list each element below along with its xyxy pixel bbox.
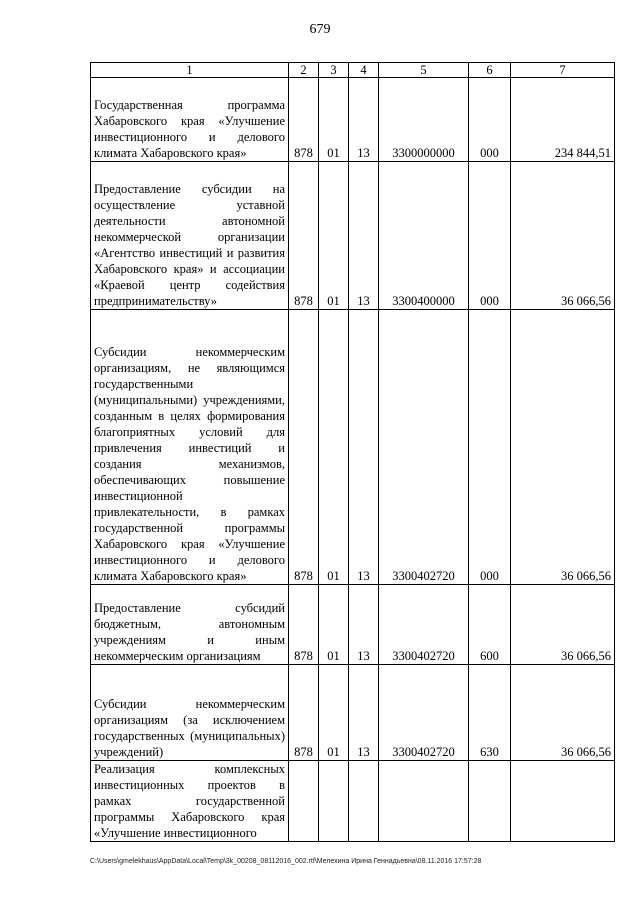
row-amount: 234 844,51 [511,78,615,162]
header-col-7: 7 [511,63,615,78]
row-amount: 36 066,56 [511,665,615,761]
row-col-5: 3300402720 [379,310,469,585]
header-col-2: 2 [289,63,319,78]
table-row [91,78,615,162]
row-col-3 [319,761,349,842]
row-col-4: 13 [349,310,379,585]
row-col-2: 878 [289,310,319,585]
row-col-5 [379,761,469,842]
row-amount: 36 066,56 [511,585,615,665]
row-col-5: 3300000000 [379,78,469,162]
row-col-4: 13 [349,78,379,162]
table-row [91,162,615,310]
page-number: 679 [309,22,331,37]
row-col-6: 000 [469,310,511,585]
row-amount [511,761,615,842]
row-col-4: 13 [349,162,379,310]
row-col-2: 878 [289,78,319,162]
row-amount: 36 066,56 [511,162,615,310]
row-description: Предоставление субсидии на осуществление уставной деятельности автономной некоммерческой организации «Агентство инвестиций и развития Хабаровского края» и ассоциации «Краевой центр содействия предпринимательству» [91,162,289,310]
header-col-6: 6 [469,63,511,78]
table-row [91,665,615,761]
header-col-1: 1 [91,63,289,78]
budget-table [90,62,615,842]
row-col-3: 01 [319,310,349,585]
table-row [91,761,615,842]
row-description: Предоставление субсидий бюджетным, автономным учреждениям и иным некоммерческим организациям [91,585,289,665]
table-header-row [91,63,615,78]
row-col-2: 878 [289,162,319,310]
header-col-3: 3 [319,63,349,78]
table-row [91,585,615,665]
row-col-5: 3300402720 [379,585,469,665]
row-col-4: 13 [349,585,379,665]
footer-file-path: C:\Users\gmelekhaus\AppData\Local\Temp\3k_00208_08112016_002.rtf\Мелехина Ирина Геннадьевна\08.11.2016 17:57:28 [90,858,482,865]
row-description: Государственная программа Хабаровского края «Улучшение инвестиционного и делового климата Хабаровского края» [91,78,289,162]
row-col-2: 878 [289,585,319,665]
row-col-6 [469,761,511,842]
row-col-4 [349,761,379,842]
row-col-5: 3300402720 [379,665,469,761]
table-row [91,310,615,585]
row-description: Субсидии некоммерческим организациям (за исключением государственных (муниципальных) учреждений) [91,665,289,761]
row-col-6: 000 [469,162,511,310]
header-col-5: 5 [379,63,469,78]
row-col-2: 878 [289,665,319,761]
row-col-5: 3300400000 [379,162,469,310]
row-col-3: 01 [319,665,349,761]
row-col-4: 13 [349,665,379,761]
row-col-3: 01 [319,162,349,310]
row-description: Реализация комплексных инвестиционных проектов в рамках государственной программы Хабаровского края «Улучшение инвестиционного [91,761,289,842]
header-col-4: 4 [349,63,379,78]
row-col-3: 01 [319,78,349,162]
row-col-6: 600 [469,585,511,665]
row-col-6: 630 [469,665,511,761]
row-col-6: 000 [469,78,511,162]
row-col-2 [289,761,319,842]
row-amount: 36 066,56 [511,310,615,585]
row-col-3: 01 [319,585,349,665]
row-description: Субсидии некоммерческим организациям, не являющимся государственными (муниципальными) учреждениями, созданным в целях формирования благоприятных условий для привлечения инвестиций и создания механизмов, обеспечивающих повышение инвестиционной привлекательности, в рамках государственной программы Хабаровского края «Улучшение инвестиционного и делового климата Хабаровского края» [91,310,289,585]
